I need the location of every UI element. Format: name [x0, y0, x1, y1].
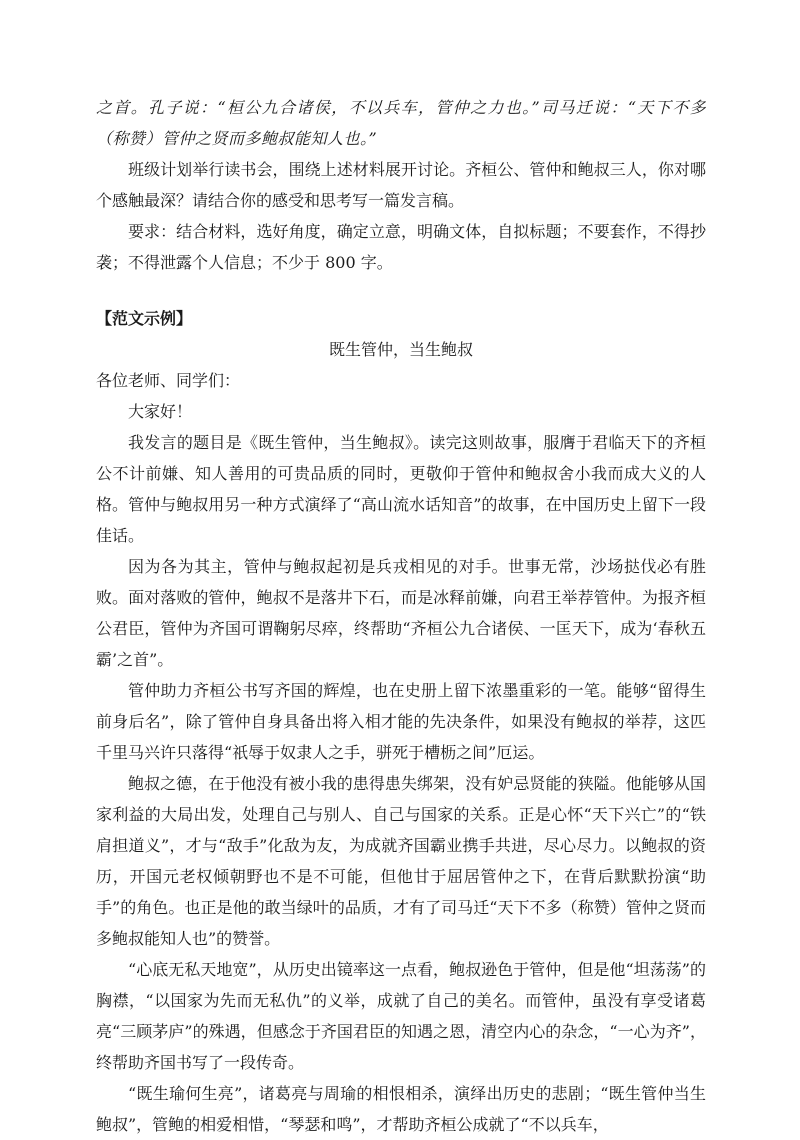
- essay-paragraph: 因为各为其主，管仲与鲍叔起初是兵戎相见的对手。世事无常，沙场挞伐必有胜败。面对落败的管仲，鲍叔不是落井下石，而是冰释前嫌，向君王举荐管仲。为报齐桓公君臣，管仲为齐国可谓鞠躬尽瘁，终帮助“齐桓公九合诸侯、一匡天下，成为‘春秋五霸’之首”。: [96, 557, 706, 669]
- essay-paragraph: 我发言的题目是《既生管仲，当生鲍叔》。读完这则故事，服膺于君临天下的齐桓公不计前嫌、知人善用的可贵品质的同时，更敬仰于管仲和鲍叔舍小我而成大义的人格。管仲与鲍叔用另一种方式演绎了“高山流水话知音”的故事，在中国历史上留下一段佳话。: [96, 433, 706, 545]
- essay-paragraph: “既生瑜何生亮”，诸葛亮与周瑜的相恨相杀，演绎出历史的悲剧；“既生管仲当生鲍叔”，管鲍的相爱相惜，“琴瑟和鸣”，才帮助齐桓公成就了“不以兵车，: [96, 1084, 706, 1134]
- essay-title: 既生管仲，当生鲍叔: [328, 340, 473, 359]
- prompt-quote: 之首。孔子说：“桓公九合诸侯，不以兵车，管仲之力也。”司马迁说：“天下不多（称赞）管仲之贤而多鲍叔能知人也。”: [96, 98, 706, 148]
- greeting: 大家好！: [128, 402, 193, 421]
- essay-paragraph: 管仲助力齐桓公书写齐国的辉煌，也在史册上留下浓墨重彩的一笔。能够“留得生前身后名”，除了管仲自身具备出将入相才能的先决条件，如果没有鲍叔的举荐，这匹千里马兴许只落得“祇辱于奴隶人之手，骈死于槽枥之间”厄运。: [96, 681, 706, 762]
- prompt-requirements: 要求：结合材料，选好角度，确定立意，明确文体，自拟标题；不要套作，不得抄袭；不得泄露个人信息；不少于 800 字。: [96, 222, 706, 272]
- essay-paragraph: 鲍叔之德，在于他没有被小我的患得患失绑架，没有妒忌贤能的狭隘。他能够从国家利益的大局出发，处理自己与别人、自己与国家的关系。正是心怀“天下兴亡”的“铁肩担道义”，才与“敌手”化敌为友，为成就齐国霸业携手共进，尽心尽力。以鲍叔的资历，开国元老权倾朝野也不是不可能，但他甘于屈居管仲之下，在背后默默扮演“助手”的角色。也正是他的敢当绿叶的品质，才有了司马迁“天下不多（称赞）管仲之贤而多鲍叔能知人也”的赞誉。: [96, 774, 706, 948]
- essay-paragraph: “心底无私天地宽”，从历史出镜率这一点看，鲍叔逊色于管仲，但是他“坦荡荡”的胸襟，“以国家为先而无私仇”的义举，成就了自己的美名。而管仲，虽没有享受诸葛亮“三顾茅庐”的殊遇，但感念于齐国君臣的知遇之恩，清空内心的杂念，“一心为齐”，终帮助齐国书写了一段传奇。: [96, 960, 706, 1072]
- prompt-task: 班级计划举行读书会，围绕上述材料展开讨论。齐桓公、管仲和鲍叔三人，你对哪个感触最深？请结合你的感受和思考写一篇发言稿。: [96, 160, 706, 210]
- salutation: 各位老师、同学们：: [96, 371, 241, 390]
- section-heading: 【范文示例】: [96, 309, 193, 328]
- document-page: [96, 92, 706, 1140]
